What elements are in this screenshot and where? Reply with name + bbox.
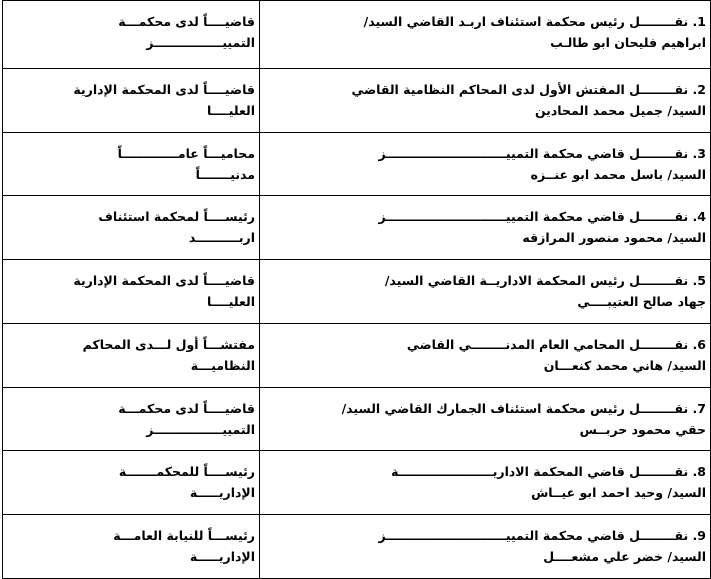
transfer-details-cell (260, 451, 711, 515)
table-row (3, 388, 711, 451)
row-number: 2. (692, 82, 706, 97)
transfer-details-cell (260, 69, 711, 133)
new-position-line-1: رئيســـاً للنيابة العامـــة (113, 528, 255, 543)
new-position-line-2: التمييــــــــــــــــز (146, 35, 255, 50)
row-number: 7. (692, 401, 706, 416)
row-number: 5. (692, 273, 706, 288)
transfer-line-1: نقــــــــل رئيس محكمة استئناف الجمارك القاضي السيد/ (341, 401, 689, 416)
new-position-cell (3, 515, 260, 579)
new-position-cell (3, 1, 260, 69)
transfers-table (2, 0, 711, 579)
new-position-line-2: مدنيـــــــاً (195, 167, 255, 182)
transfer-details-cell (260, 260, 711, 324)
transfer-line-1: نقــــــــل قاضي محكمة التمييــــــــــــــــــــــــــــز (378, 146, 689, 161)
table-row (3, 196, 711, 260)
transfer-details-cell (260, 196, 711, 260)
new-position-cell (3, 69, 260, 133)
new-position-line-1: مفتشـــاً أول لـــدى المحاكم (82, 337, 255, 352)
table-row (3, 260, 711, 324)
transfer-details-cell (260, 324, 711, 388)
table-row (3, 133, 711, 196)
transfer-details-cell (260, 515, 711, 579)
table-row (3, 515, 711, 579)
table-row (3, 69, 711, 133)
new-position-line-1: قاضيــــاً لدى محكمـــة (118, 14, 255, 29)
new-position-line-1: رئيســــاً لمحكمة استئناف (98, 209, 255, 224)
row-number: 6. (692, 337, 706, 352)
row-number: 1. (692, 14, 706, 29)
table-row (3, 451, 711, 515)
transfer-line-1: نقــــــــل المفتش الأول لدى المحاكم النظامية القاضي (351, 82, 689, 97)
row-number: 3. (692, 146, 706, 161)
new-position-line-2: العليــــا (206, 294, 255, 309)
new-position-line-1: قاضيــــاً لدى محكمـــة (118, 401, 255, 416)
judge-name: السيد/ محمود منصور المرازقه (522, 230, 706, 245)
new-position-line-1: رئيســــاً للمحكمـــــــة (118, 464, 255, 479)
row-number: 8. (692, 464, 706, 479)
new-position-cell (3, 324, 260, 388)
new-position-cell (3, 260, 260, 324)
new-position-line-1: قاضيــــاً لدى المحكمة الإدارية (73, 82, 255, 97)
new-position-line-1: قاضيــــاً لدى المحكمة الإدارية (73, 273, 255, 288)
transfer-line-1: نقــــــــل رئيس المحكمة الاداريــة القاضي السيد/ (384, 273, 689, 288)
new-position-line-2: النظاميـــة (190, 358, 255, 373)
judge-name: ابراهيم فليحان ابو طالـب (550, 35, 706, 50)
transfer-line-1: نقــــــــل المحامي العام المدنــــــــي القاضي (406, 337, 689, 352)
judge-name: جهاد صالح العتيبــــي (577, 294, 706, 309)
judge-name: السيد/ باسل محمد ابو عنــزه (530, 167, 706, 182)
table-row (3, 324, 711, 388)
new-position-line-2: العليــــا (206, 103, 255, 118)
transfer-details-cell (260, 1, 711, 69)
row-number: 9. (692, 528, 706, 543)
judge-name: حقي محمود حربــس (579, 422, 706, 437)
judge-name: السيد/ وحيد احمد ابو عيــاش (531, 485, 706, 500)
transfer-details-cell (260, 388, 711, 451)
transfer-line-1: نقــــــــل قاضي محكمة التمييــــــــــــــــــــــــــــز (378, 528, 689, 543)
new-position-line-2: اربــــــــــد (188, 230, 255, 245)
judge-name: السيد/ جميل محمد المحادين (534, 103, 706, 118)
transfer-line-1: نقــــــــل رئيس محكمة استئناف اربـد القاضي السيد/ (363, 14, 689, 29)
new-position-cell (3, 196, 260, 260)
row-number: 4. (692, 209, 706, 224)
new-position-line-2: الإداريـــــة (189, 549, 255, 564)
new-position-line-1: محاميـــاً عامـــــــــــــاً (117, 146, 255, 161)
transfer-details-cell (260, 133, 711, 196)
new-position-cell (3, 133, 260, 196)
table-row (3, 1, 711, 69)
judge-name: السيد/ خضر علي مشعــــل (543, 549, 706, 564)
transfer-line-1: نقــــــــل قاضي محكمة التمييــــــــــــــــــــــــــــز (378, 209, 689, 224)
judge-name: السيد/ هاني محمد كنعـــان (543, 358, 706, 373)
new-position-cell (3, 451, 260, 515)
transfer-line-1: نقــــــــل قاضي المحكمة الاداريــــــــــــــــــــــة (391, 464, 689, 479)
new-position-line-2: الإداريـــــة (189, 485, 255, 500)
new-position-line-2: التمييــــــــــــــــز (146, 422, 255, 437)
new-position-cell (3, 388, 260, 451)
